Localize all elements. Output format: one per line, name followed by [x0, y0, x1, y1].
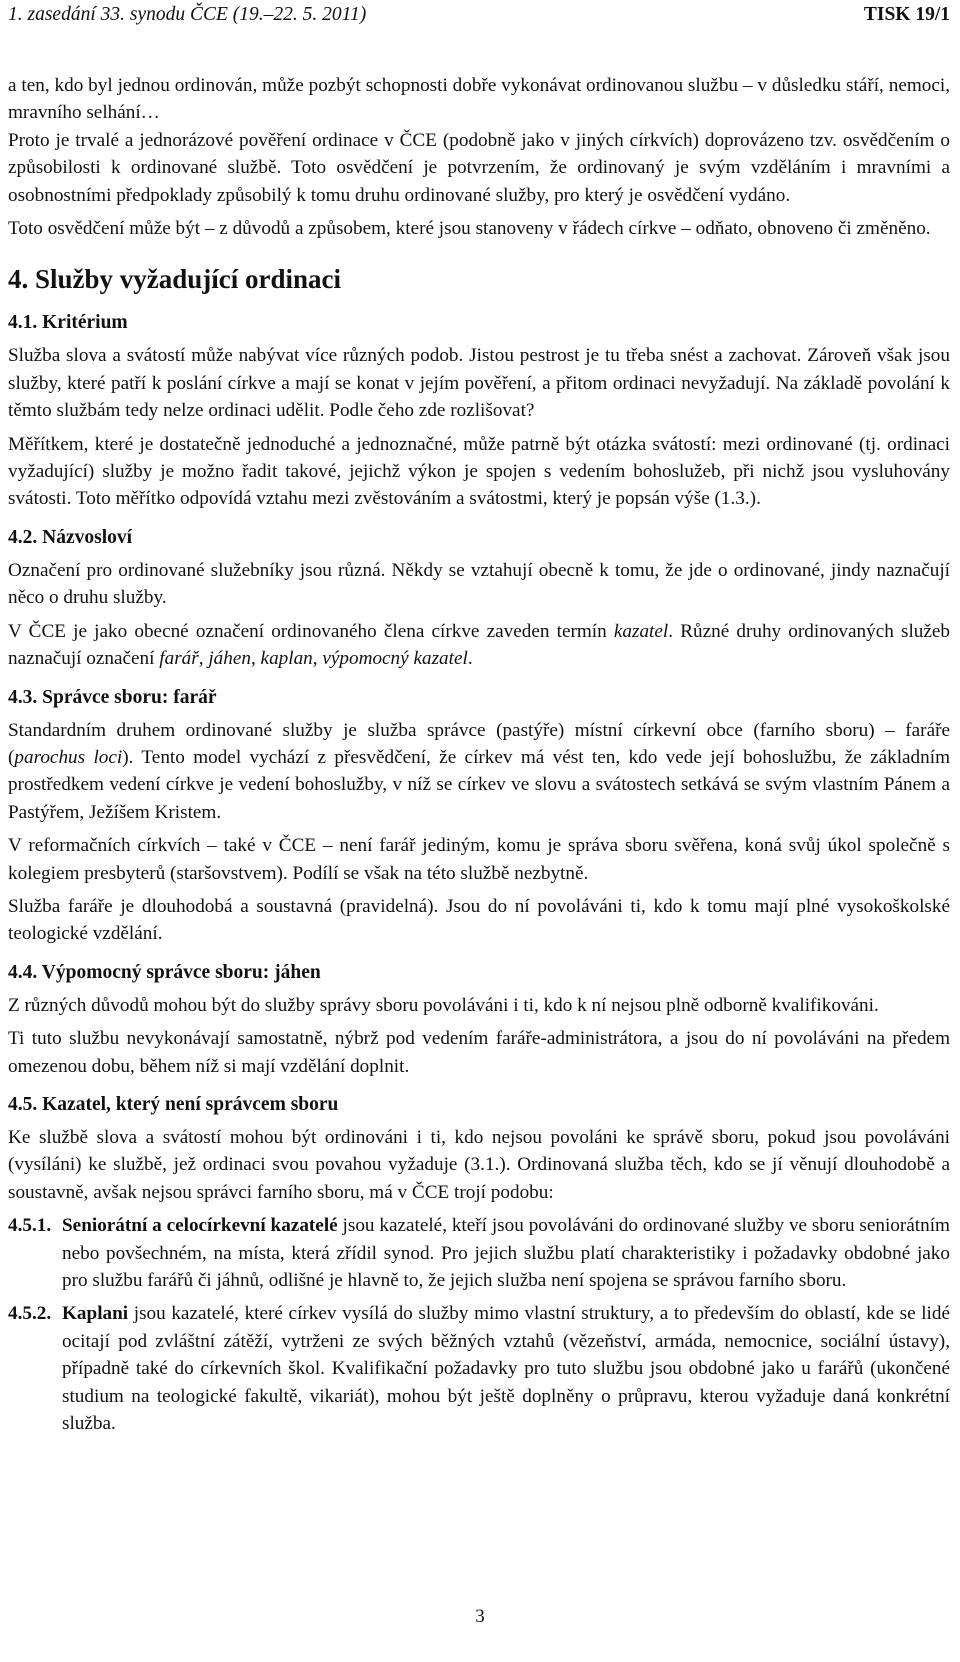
list-item-body: jsou kazatelé, které církev vysílá do služby mimo vlastní struktury, a to především do oblastí, kde se lidé ocitají pod zvláštní zátěží, vytrženi ze svých běžných vztahů (vězeňství, armáda, nemocnice, sociální ústavy), případně také do církevních škol. Kvalifikační požadavky pro tuto službu jsou obdobné jako u farářů (ukončené studium na teologické fakultě, vikariát), mohou být ještě doplněny o průpravu, kterou vyžaduje daná konkrétní služba.: [62, 1303, 950, 1435]
intro-paragraph-1: a ten, kdo byl jednou ordinován, může pozbýt schopnosti dobře vykonávat ordinovanou službu – v důsledku stáří, nemoci, mravního selhání…: [8, 75, 950, 124]
document-body: [8, 38, 950, 1437]
section-4-4-paragraph-2: Ti tuto službu nevykonávají samostatně, nýbrž pod vedením faráře-administrátora, a jsou do ní povoláváni na předem omezenou dobu, během níž si mají vzdělání doplnit.: [8, 1028, 950, 1077]
page-header: [8, 0, 950, 38]
section-4-1-paragraph-2: Měřítkem, které je dostatečně jednoduché a jednoznačné, může patrně být otázka svátostí: mezi ordinované (tj. ordinaci vyžadující) služby je možno řadit takové, jejichž výkon je spojen s vedením bohoslužeb, při nichž jsou vysluhovány svátosti. Toto měřítko odpovídá vztahu mezi zvěstováním a svátostmi, který je popsán výše (1.3.).: [8, 433, 950, 510]
text-run: . Různé druhy ordinovaných služeb naznačují označení: [8, 620, 950, 670]
header-session-title: 1. zasedání 33. synodu ČCE (19.–22. 5. 2011): [8, 4, 367, 25]
intro-paragraph-2: Proto je trvalé a jednorázové pověření ordinace v ČCE (podobně jako v jiných církvích) doprovázeno tzv. osvědčením o způsobilosti k ordinované službě. Toto osvědčení je potvrzením, že ordinovaný je svým vzděláním i mravními a osobnostními předpoklady způsobilý k tomu druhu ordinované služby, pro který je osvědčení vydáno.: [8, 129, 950, 206]
section-4-5-heading: 4.5. Kazatel, který není správcem sboru: [8, 1093, 339, 1115]
section-4-3-paragraph-2: V reformačních církvích – také v ČCE – není farář jediným, komu je správa sboru svěřena, koná svůj úkol společně s kolegiem presbyterů (staršovstvem). Podílí se však na této službě nezbytně.: [8, 835, 950, 884]
term-list: farář, jáhen, kaplan, výpomocný kazatel: [159, 648, 468, 670]
text-run: V ČCE je jako obecné označení ordinovaného člena církve zaveden termín: [8, 620, 614, 642]
text-run: Standardním druhem ordinované služby je služba správce (pastýře) místní církevní obce (farního sboru) – faráře (: [8, 719, 950, 768]
section-4-1-heading: 4.1. Kritérium: [8, 312, 128, 334]
section-4-4-heading: 4.4. Výpomocný správce sboru: jáhen: [8, 961, 321, 983]
list-item-4-5-2: [8, 1300, 950, 1437]
list-item-text: [62, 1300, 950, 1437]
text-run: ). Tento model vychází z přesvědčení, že církev má vést ten, kdo vede její bohoslužbu, že základním prostředkem vedení církve je vedení bohoslužby, v níž se církev ve slovu a svátostech setkává se svým vlastním Pánem a Pastýřem, Ježíšem Kristem.: [8, 746, 950, 823]
section-4-heading: 4. Služby vyžadující ordinaci: [8, 264, 342, 295]
term-kazatel: kazatel: [613, 620, 669, 642]
section-4-2-paragraph-2: [8, 618, 950, 673]
section-4-1-paragraph-1: Služba slova a svátostí může nabývat více různých podob. Jistou pestrost je tu třeba snést a zachovat. Zároveň však jsou služby, které patří k poslání církve a mají se konat v jejím pověření, a přitom ordinaci nevyžadují. Na základě povolání k těmto službám tedy nelze ordinaci udělit. Podle čeho zde rozlišovat?: [8, 345, 950, 422]
list-item-number: 4.5.2.: [8, 1303, 52, 1325]
term-parochus-loci: parochus loci: [14, 746, 123, 768]
text-run: .: [467, 648, 473, 670]
page-number: 3: [475, 1606, 485, 1627]
list-item-text: [62, 1212, 950, 1294]
section-4-4-paragraph-1: Z různých důvodů mohou být do služby správy sboru povoláváni i ti, kdo k ní nejsou plně odborně kvalifikováni.: [8, 994, 879, 1016]
section-4-5-paragraph-1: Ke službě slova a svátostí mohou být ordinováni i ti, kdo nejsou povoláni ke správě sboru, pokud jsou povoláváni (vysíláni) ke službě, jež ordinaci svou povahou vyžaduje (3.1.). Ordinovaná služba těch, kdo se jí věnují dlouhodobě a soustavně, avšak nejsou správci farního sboru, má v ČCE trojí podobu:: [8, 1126, 950, 1203]
list-item-4-5-1: [8, 1212, 950, 1294]
section-4-2-heading: 4.2. Názvosloví: [8, 526, 133, 548]
section-4-2-paragraph-1: Označení pro ordinované služebníky jsou různá. Někdy se vztahují obecně k tomu, že jde o ordinované, jindy naznačují něco o druhu služby.: [8, 559, 950, 609]
intro-paragraph-3: Toto osvědčení může být – z důvodů a způsobem, které jsou stanoveny v řádech církve – odňato, obnoveno či změněno.: [8, 218, 931, 240]
section-4-3-heading: 4.3. Správce sboru: farář: [8, 686, 217, 708]
header-print-number: TISK 19/1: [863, 4, 950, 25]
list-item-body: jsou kazatelé, kteří jsou povoláváni do ordinované služby ve sboru seniorátním nebo povšechném, na místa, která zřídil synod. Pro jejich službu platí charakteristiky i požadavky obdobné jako pro službu farářů či jáhnů, odlišné je hlavně to, že jejich služba není spojena se správou farního sboru.: [62, 1215, 950, 1291]
list-item-term: Kaplani: [62, 1303, 129, 1325]
section-4-3-paragraph-1: [8, 717, 950, 827]
list-item-number: 4.5.1.: [8, 1215, 52, 1237]
list-item-term: Seniorátní a celocírkevní kazatelé: [62, 1215, 338, 1237]
section-4-3-paragraph-3: Služba faráře je dlouhodobá a soustavná (pravidelná). Jsou do ní povoláváni ti, kdo k tomu mají plné vysokoškolské teologické vzdělání.: [8, 895, 950, 945]
